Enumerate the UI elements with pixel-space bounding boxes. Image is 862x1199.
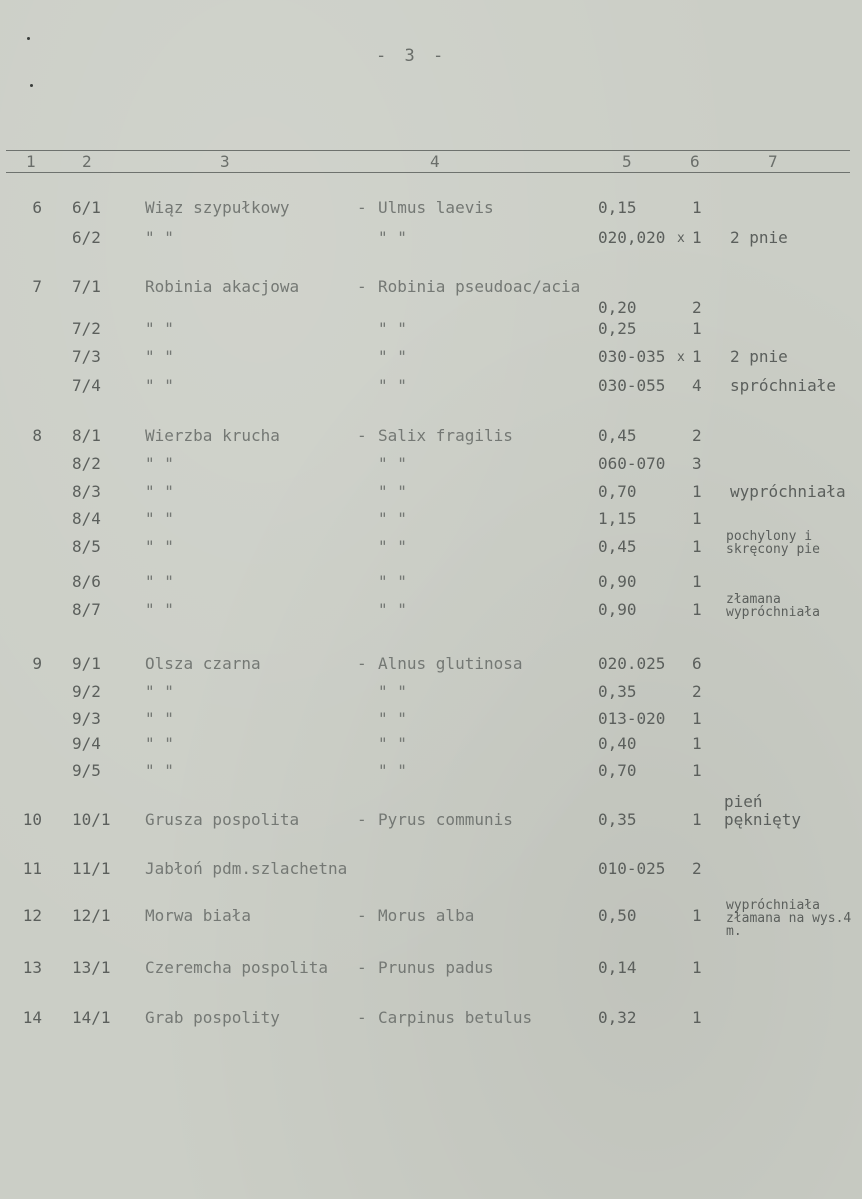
cell-latin-name: " " — [378, 682, 407, 701]
cell-diameter: 0,50 — [598, 906, 637, 925]
page-number: - 3 - — [376, 46, 448, 66]
cell-count: 4 — [692, 376, 702, 395]
cell-count: 1 — [692, 482, 702, 501]
cell-count: 1 — [692, 810, 702, 829]
cell-polish-name: " " — [145, 600, 174, 619]
cell-latin-name: " " — [378, 734, 407, 753]
cell-count: 2 — [692, 426, 702, 445]
cell-polish-name: Morwa biała — [145, 906, 251, 925]
cell-diameter: 0,35 — [598, 810, 637, 829]
cell-tree-number: 8/1 — [72, 426, 101, 445]
cell-tree-number: 8/5 — [72, 537, 101, 556]
cell-note: 2 pnie — [730, 347, 788, 366]
cell-tree-number: 12/1 — [72, 906, 111, 925]
cell-latin-name: " " — [378, 537, 407, 556]
cell-count: 1 — [692, 761, 702, 780]
cell-diameter: 0,45 — [598, 426, 637, 445]
cell-diameter: 0,35 — [598, 682, 637, 701]
cell-diameter: 020,020 — [598, 228, 666, 247]
col-header-3: 3 — [220, 152, 230, 171]
cell-tree-number: 8/6 — [72, 572, 101, 591]
cell-tree-number: 9/5 — [72, 761, 101, 780]
cell-diameter: 0,25 — [598, 319, 637, 338]
cell-dash: - — [357, 277, 367, 296]
cell-tree-number: 7/3 — [72, 347, 101, 366]
cell-polish-name: Czeremcha pospolita — [145, 958, 329, 977]
cell-polish-name: Grusza pospolita — [145, 810, 300, 829]
cell-polish-name: " " — [145, 509, 174, 528]
cell-tree-number: 8/3 — [72, 482, 101, 501]
cell-latin-name: " " — [378, 572, 407, 591]
cell-latin-name: " " — [378, 709, 407, 728]
cell-polish-name: Wiąz szypułkowy — [145, 198, 290, 217]
cell-count: 1 — [692, 600, 702, 619]
col-header-7: 7 — [768, 152, 778, 171]
cell-latin-name: Morus alba — [378, 906, 475, 925]
cell-note: złamana wypróchniała — [726, 592, 820, 620]
cell-latin-name: Carpinus betulus — [378, 1008, 533, 1027]
cell-count: 2 — [692, 859, 702, 878]
cell-dash: - — [357, 958, 367, 977]
cell-latin-name: " " — [378, 228, 407, 247]
cell-dash: - — [357, 654, 367, 673]
cell-tree-number: 8/7 — [72, 600, 101, 619]
cell-tree-number: 7/2 — [72, 319, 101, 338]
cell-count: 1 — [692, 319, 702, 338]
cell-dash: - — [357, 426, 367, 445]
cell-note: pochylony i skręcony pie — [726, 529, 820, 557]
cell-latin-name: " " — [378, 376, 407, 395]
cell-note: spróchniałe — [730, 376, 836, 395]
cell-polish-name: Jabłoń pdm.szlachetna — [145, 859, 348, 878]
cell-group-number: 8 — [32, 426, 42, 445]
cell-count: 1 — [692, 734, 702, 753]
cell-count: 1 — [692, 198, 702, 217]
cell-tree-number: 9/3 — [72, 709, 101, 728]
cell-polish-name: " " — [145, 347, 174, 366]
cell-diameter: 030-035 — [598, 347, 666, 366]
cell-dash: - — [357, 906, 367, 925]
cell-group-number: 13 — [22, 958, 42, 977]
cell-diameter: 0,90 — [598, 572, 637, 591]
cell-diameter: 0,90 — [598, 600, 637, 619]
cell-polish-name: Olsza czarna — [145, 654, 261, 673]
cell-latin-name: " " — [378, 319, 407, 338]
cell-note: wypróchniała złamana na wys.4 m. — [726, 898, 852, 939]
cell-polish-name: " " — [145, 482, 174, 501]
cell-diameter: 0,45 — [598, 537, 637, 556]
col-header-1: 1 — [26, 152, 36, 171]
cell-diameter: 030-055 — [598, 376, 666, 395]
col-header-4: 4 — [430, 152, 440, 171]
cell-diameter: 0,15 — [598, 198, 637, 217]
cell-latin-name: " " — [378, 454, 407, 473]
cell-tree-number: 8/4 — [72, 509, 101, 528]
cell-mark-x: x — [677, 350, 685, 365]
cell-count: 1 — [692, 709, 702, 728]
cell-count: 1 — [692, 958, 702, 977]
cell-diameter: 013-020 — [598, 709, 666, 728]
cell-latin-name: " " — [378, 347, 407, 366]
cell-group-number: 9 — [32, 654, 42, 673]
cell-count: 1 — [692, 906, 702, 925]
cell-polish-name: " " — [145, 709, 174, 728]
cell-tree-number: 8/2 — [72, 454, 101, 473]
cell-count: 1 — [692, 228, 702, 247]
cell-group-number: 14 — [22, 1008, 42, 1027]
cell-tree-number: 14/1 — [72, 1008, 111, 1027]
cell-dash: - — [357, 198, 367, 217]
cell-tree-number: 6/1 — [72, 198, 101, 217]
cell-latin-name: Pyrus communis — [378, 810, 513, 829]
cell-polish-name: " " — [145, 454, 174, 473]
cell-latin-name: Ulmus laevis — [378, 198, 494, 217]
col-header-6: 6 — [690, 152, 700, 171]
cell-tree-number: 9/1 — [72, 654, 101, 673]
cell-group-number: 6 — [32, 198, 42, 217]
cell-group-number: 12 — [22, 906, 42, 925]
cell-diameter: 060-070 — [598, 454, 666, 473]
cell-latin-name: Robinia pseudoac/acia — [378, 277, 581, 296]
header-rule-bottom — [6, 172, 850, 173]
cell-tree-number: 13/1 — [72, 958, 111, 977]
cell-tree-number: 10/1 — [72, 810, 111, 829]
cell-group-number: 11 — [22, 859, 42, 878]
cell-polish-name: Robinia akacjowa — [145, 277, 300, 296]
cell-polish-name: " " — [145, 319, 174, 338]
cell-latin-name: Prunus padus — [378, 958, 494, 977]
cell-diameter: 0,20 — [598, 298, 637, 317]
punch-dot — [30, 84, 33, 87]
header-rule-top — [6, 150, 850, 151]
cell-tree-number: 9/2 — [72, 682, 101, 701]
cell-latin-name: " " — [378, 509, 407, 528]
cell-count: 2 — [692, 682, 702, 701]
punch-dot — [27, 37, 30, 40]
cell-count: 6 — [692, 654, 702, 673]
cell-polish-name: Wierzba krucha — [145, 426, 280, 445]
cell-diameter: 0,70 — [598, 761, 637, 780]
cell-dash: - — [357, 1008, 367, 1027]
cell-diameter: 0,70 — [598, 482, 637, 501]
cell-tree-number: 6/2 — [72, 228, 101, 247]
cell-count: 3 — [692, 454, 702, 473]
cell-mark-x: x — [677, 231, 685, 246]
cell-diameter: 0,14 — [598, 958, 637, 977]
col-header-5: 5 — [622, 152, 632, 171]
cell-latin-name: Salix fragilis — [378, 426, 513, 445]
cell-diameter: 1,15 — [598, 509, 637, 528]
cell-count: 1 — [692, 572, 702, 591]
cell-tree-number: 11/1 — [72, 859, 111, 878]
cell-note: pień pęknięty — [724, 792, 802, 829]
cell-note: 2 pnie — [730, 228, 788, 247]
cell-count: 1 — [692, 347, 702, 366]
cell-polish-name: " " — [145, 228, 174, 247]
cell-polish-name: Grab pospolity — [145, 1008, 280, 1027]
cell-latin-name: Alnus glutinosa — [378, 654, 523, 673]
cell-count: 2 — [692, 298, 702, 317]
cell-polish-name: " " — [145, 761, 174, 780]
cell-count: 1 — [692, 537, 702, 556]
cell-polish-name: " " — [145, 376, 174, 395]
cell-note: wypróchniała — [730, 482, 846, 501]
cell-polish-name: " " — [145, 734, 174, 753]
cell-polish-name: " " — [145, 682, 174, 701]
cell-diameter: 0,40 — [598, 734, 637, 753]
cell-diameter: 0,32 — [598, 1008, 637, 1027]
col-header-2: 2 — [82, 152, 92, 171]
cell-latin-name: " " — [378, 761, 407, 780]
cell-tree-number: 9/4 — [72, 734, 101, 753]
cell-diameter: 010-025 — [598, 859, 666, 878]
cell-count: 1 — [692, 509, 702, 528]
cell-group-number: 10 — [22, 810, 42, 829]
cell-diameter: 020.025 — [598, 654, 666, 673]
cell-dash: - — [357, 810, 367, 829]
cell-latin-name: " " — [378, 600, 407, 619]
cell-polish-name: " " — [145, 537, 174, 556]
cell-tree-number: 7/1 — [72, 277, 101, 296]
cell-polish-name: " " — [145, 572, 174, 591]
cell-latin-name: " " — [378, 482, 407, 501]
cell-tree-number: 7/4 — [72, 376, 101, 395]
cell-count: 1 — [692, 1008, 702, 1027]
cell-group-number: 7 — [32, 277, 42, 296]
